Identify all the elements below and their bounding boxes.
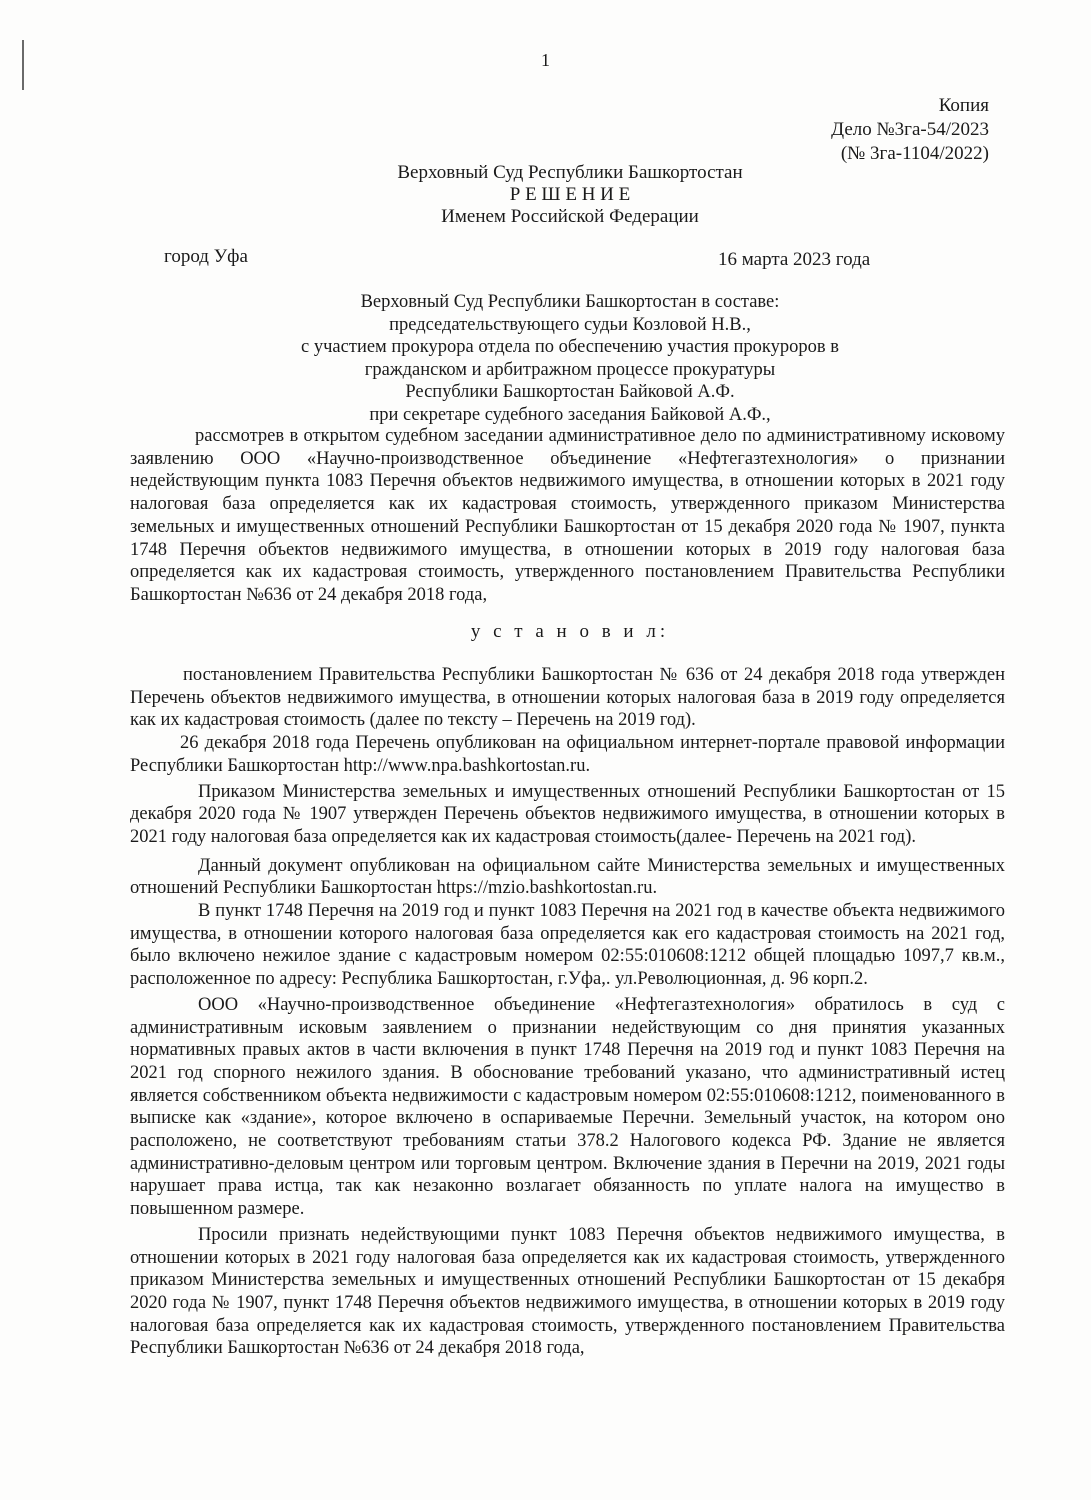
decision-date: 16 марта 2023 года <box>718 249 871 270</box>
court-title-block <box>0 162 1091 228</box>
page-number: 1 <box>541 50 550 70</box>
finding-paragraph: Данный документ опубликован на официальном сайте Министерства земельных и имущественных отношений Республики Башкортостан https://mzio.bashkortostan.ru. <box>130 855 1005 899</box>
place: город Уфа <box>164 246 248 267</box>
intro-paragraph: рассмотрев в открытом судебном заседании административное дело по административному исковому заявлению ООО «Научно-производственное объединение «Нефтегазтехнология» о признании недействующим пункта 1083 Перечня объектов недвижимого имущества, в отношении которых в 2021 году налоговая база определяется как их кадастровая стоимость, утвержденного приказом Министерства земельных и имущественных отношений Республики Башкортостан от 15 декабря 2020 года № 1907, пункта 1748 Перечня объектов недвижимого имущества, в отношении которых в 2019 году налоговая база определяется как их кадастровая стоимость, утвержденного постановлением Правительства Республики Башкортостан №636 от 24 декабря 2018 года, <box>130 426 1005 605</box>
case-number: Дело №3га-54/2023 <box>831 119 989 140</box>
composition-line: председательствующего судьи Козловой Н.В., <box>389 314 751 335</box>
finding-paragraph: В пункт 1748 Перечня на 2019 год и пункт 1083 Перечня на 2021 год в качестве объекта недвижимого имущества, в отношении которого налоговая база определяется как его кадастровая стоимость на 2021 год, было включено нежилое здание с кадастровым номером 02:55:010608:1212 общей площадью 1097,7 кв.м., расположенное по адресу: Республика Башкортостан, г.Уфа,. ул.Революционная, д. 96 корп.2. <box>130 901 1005 990</box>
finding-paragraph: 26 декабря 2018 года Перечень опубликован на официальном интернет-портале правовой информации Республики Башкортостан http://www.npa.bashkortostan.ru. <box>130 733 1005 776</box>
finding-paragraph: ООО «Научно-производственное объединение «Нефтегазтехнология» обратилось в суд с административным исковым заявлением о признании недействующим со дня принятия указанных нормативных правых актов в части включения в пункт 1748 Перечня на 2019 год и пункт 1083 Перечня на 2021 год спорного нежилого здания. В обоснование требований указано, что административный истец является собственником объекта недвижимости с кадастровым номером 02:55:010608:1212, поименованного в выписке как «здание», которое включено в оспариваемые Перечни. Земельный участок, на котором оно расположено, не соответствуют требованиям статьи 378.2 Налогового кодекса РФ. Здание не является административно-деловым центром или торговым центром. Включение здания в Перечни на 2019, 2021 годы нарушает права истца, так как незаконно возлагает обязанность по уплате налога на имущество в повышенном размере. <box>130 994 1005 1220</box>
copy-label: Копия <box>938 95 989 116</box>
in-name-of: Именем Российской Федерации <box>441 206 699 227</box>
composition-line: при секретаре судебного заседания Байковой А.Ф., <box>369 404 771 425</box>
finding-paragraph: Просили признать недействующими пункт 1083 Перечня объектов недвижимого имущества, в отношении которых в 2021 году налоговая база определяется как их кадастровая стоимость, утвержденного приказом Министерства земельных и имущественных отношений Республики Башкортостан от 15 декабря 2020 года № 1907, пункт 1748 Перечня объектов недвижимого имущества, в отношении которых в 2019 году налоговая база определяется как их кадастровая стоимость, утвержденного постановлением Правительства Республики Башкортостан №636 от 24 декабря 2018 года, <box>130 1224 1005 1359</box>
case-header <box>831 94 989 166</box>
court-composition <box>0 291 1091 427</box>
court-name: Верховный Суд Республики Башкортостан <box>397 162 743 183</box>
prior-case-number: (№ 3га-1104/2022) <box>840 143 989 164</box>
intro-section <box>130 425 1005 607</box>
composition-line: с участием прокурора отдела по обеспечению участия прокуроров в <box>301 337 839 358</box>
composition-line: Республики Башкортостан Байковой А.Ф. <box>405 382 735 403</box>
document-type: Р Е Ш Е Н И Е <box>509 184 631 205</box>
ustanovil-heading: у с т а н о в и л: <box>470 621 670 642</box>
composition-line: гражданском и арбитражном процессе прокуратуры <box>364 359 776 380</box>
finding-paragraph: Приказом Министерства земельных и имущественных отношений Республики Башкортостан от 15 декабря 2020 года № 1907 утвержден Перечень объектов недвижимого имущества, в отношении которых в 2021 году налоговая база определяется как их кадастровая стоимость(далее- Перечень на 2021 год). <box>130 781 1005 847</box>
composition-line: Верховный Суд Республики Башкортостан в составе: <box>360 292 780 312</box>
finding-paragraph: постановлением Правительства Республики Башкортостан № 636 от 24 декабря 2018 года утвержден Перечень объектов недвижимого имущества, в отношении которых налоговая база в 2019 году определяется как их кадастровая стоимость (далее по тексту – Перечень на 2019 год). <box>130 665 1005 731</box>
findings-section <box>130 664 1005 1360</box>
